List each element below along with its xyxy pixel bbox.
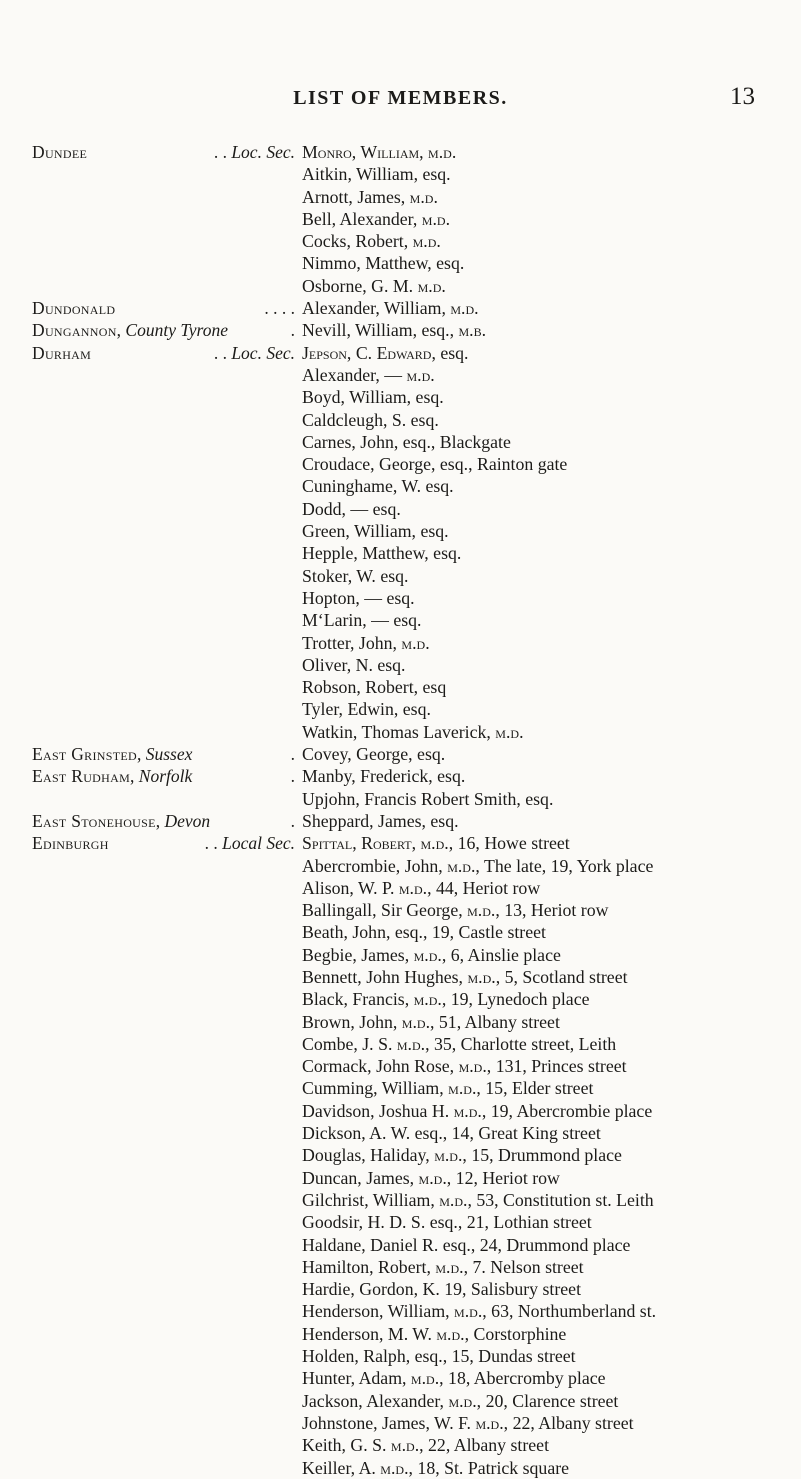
list-item — [0, 1122, 801, 1144]
list-item — [0, 832, 801, 854]
member-entry: Cocks, Robert, m.d. — [302, 231, 441, 252]
place-name: East Rudham, Norfolk . — [32, 766, 295, 787]
list-item — [0, 230, 801, 252]
member-entry: M‘Larin, — esq. — [302, 610, 422, 631]
place-name: Durham . . Loc. Sec. — [32, 342, 295, 363]
list-item — [0, 1457, 801, 1479]
member-entry: Caldcleugh, S. esq. — [302, 409, 439, 430]
member-entry: Holden, Ralph, esq., 15, Dundas street — [302, 1346, 576, 1367]
list-item — [0, 1234, 801, 1256]
member-entry: Green, William, esq. — [302, 521, 449, 542]
list-item — [0, 676, 801, 698]
member-entry: Osborne, G. M. m.d. — [302, 275, 446, 296]
page-number: 13 — [730, 83, 755, 110]
member-entry: Dodd, — esq. — [302, 498, 401, 519]
place-suffix: . — [290, 810, 295, 831]
list-item — [0, 1055, 801, 1077]
place-name: East Stonehouse, Devon . — [32, 810, 295, 831]
member-entry: Brown, John, m.d., 51, Albany street — [302, 1011, 560, 1032]
member-entry: Beath, John, esq., 19, Castle street — [302, 922, 546, 943]
place-name: Dundonald . . . . — [32, 298, 295, 319]
list-item — [0, 475, 801, 497]
list-item — [0, 721, 801, 743]
member-entry: Tyler, Edwin, esq. — [302, 699, 431, 720]
member-entry: Jackson, Alexander, m.d., 20, Clarence street — [302, 1390, 619, 1411]
list-item — [0, 453, 801, 475]
list-item — [0, 409, 801, 431]
list-item — [0, 297, 801, 319]
list-item — [0, 1434, 801, 1456]
member-entry: Aitkin, William, esq. — [302, 164, 451, 185]
list-item — [0, 899, 801, 921]
member-entry: Nevill, William, esq., m.b. — [302, 320, 487, 341]
member-entry: Hopton, — esq. — [302, 587, 415, 608]
member-entry: Cormack, John Rose, m.d., 131, Princes street — [302, 1056, 627, 1077]
list-item — [0, 141, 801, 163]
member-entry: Haldane, Daniel R. esq., 24, Drummond place — [302, 1234, 631, 1255]
page-header — [0, 83, 801, 111]
member-entry: Abercrombie, John, m.d., The late, 19, York place — [302, 855, 654, 876]
list-item — [0, 431, 801, 453]
list-item — [0, 1345, 801, 1367]
member-entry: Upjohn, Francis Robert Smith, esq. — [302, 788, 554, 809]
list-item — [0, 1100, 801, 1122]
list-item — [0, 319, 801, 341]
list-item — [0, 364, 801, 386]
list-item — [0, 1412, 801, 1434]
member-entry: Dickson, A. W. esq., 14, Great King street — [302, 1123, 601, 1144]
list-item — [0, 1367, 801, 1389]
list-item — [0, 988, 801, 1010]
member-entry: Hardie, Gordon, K. 19, Salisbury street — [302, 1279, 582, 1300]
list-item — [0, 921, 801, 943]
member-entry: Johnstone, James, W. F. m.d., 22, Albany street — [302, 1412, 634, 1433]
member-entry: Arnott, James, m.d. — [302, 186, 438, 207]
member-entry: Stoker, W. esq. — [302, 565, 409, 586]
list-item — [0, 498, 801, 520]
list-item — [0, 877, 801, 899]
list-item — [0, 1033, 801, 1055]
list-item — [0, 542, 801, 564]
place-suffix: . — [290, 766, 295, 787]
member-entry: Combe, J. S. m.d., 35, Charlotte street, Leith — [302, 1033, 617, 1054]
place-name: Dungannon, County Tyrone . — [32, 320, 295, 341]
member-entry: Hepple, Matthew, esq. — [302, 543, 462, 564]
place-suffix: . . . . — [264, 298, 295, 319]
member-entry: Spittal, Robert, m.d., 16, Howe street — [302, 833, 570, 854]
member-entry: Boyd, William, esq. — [302, 387, 444, 408]
member-entry: Ballingall, Sir George, m.d., 13, Heriot row — [302, 900, 609, 921]
member-entry: Henderson, M. W. m.d., Corstorphine — [302, 1323, 567, 1344]
member-entry: Begbie, James, m.d., 6, Ainslie place — [302, 944, 561, 965]
member-entry: Watkin, Thomas Laverick, m.d. — [302, 721, 524, 742]
member-entry: Duncan, James, m.d., 12, Heriot row — [302, 1167, 560, 1188]
list-item — [0, 275, 801, 297]
list-item — [0, 1144, 801, 1166]
place-suffix: . — [290, 320, 295, 341]
member-entry: Black, Francis, m.d., 19, Lynedoch place — [302, 989, 590, 1010]
member-entry: Davidson, Joshua H. m.d., 19, Abercrombie place — [302, 1100, 653, 1121]
member-entry: Oliver, N. esq. — [302, 654, 406, 675]
list-item — [0, 743, 801, 765]
list-item — [0, 1278, 801, 1300]
member-entry: Douglas, Haliday, m.d., 15, Drummond place — [302, 1145, 622, 1166]
list-item — [0, 810, 801, 832]
member-entry: Alexander, — m.d. — [302, 364, 435, 385]
list-item — [0, 855, 801, 877]
member-entry: Sheppard, James, esq. — [302, 810, 459, 831]
member-entry: Keiller, A. m.d., 18, St. Patrick square — [302, 1457, 570, 1478]
list-item — [0, 342, 801, 364]
list-item — [0, 966, 801, 988]
member-entry: Hamilton, Robert, m.d., 7. Nelson street — [302, 1256, 584, 1277]
list-item — [0, 587, 801, 609]
list-item — [0, 386, 801, 408]
member-entry: Nimmo, Matthew, esq. — [302, 253, 465, 274]
member-entry: Jepson, C. Edward, esq. — [302, 342, 469, 363]
member-entry: Covey, George, esq. — [302, 744, 446, 765]
place-name: Edinburgh . . Local Sec. — [32, 833, 295, 854]
member-entry: Cuninghame, W. esq. — [302, 476, 454, 497]
member-entry: Bell, Alexander, m.d. — [302, 208, 451, 229]
member-entry: Cumming, William, m.d., 15, Elder street — [302, 1078, 594, 1099]
place-suffix: . — [290, 744, 295, 765]
member-entry: Trotter, John, m.d. — [302, 632, 430, 653]
place-name: Dundee . . Loc. Sec. — [32, 142, 295, 162]
member-entry: Gilchrist, William, m.d., 53, Constitution st. Leith — [302, 1189, 654, 1210]
member-entry: Carnes, John, esq., Blackgate — [302, 431, 511, 452]
list-item — [0, 252, 801, 274]
list-item — [0, 186, 801, 208]
list-item — [0, 1300, 801, 1322]
list-item — [0, 208, 801, 230]
place-suffix: . . Loc. Sec. — [213, 142, 295, 162]
member-entry: Keith, G. S. m.d., 22, Albany street — [302, 1435, 550, 1456]
place-suffix: . . Local Sec. — [204, 833, 295, 854]
list-item — [0, 1390, 801, 1412]
place-suffix: . . Loc. Sec. — [213, 342, 295, 363]
member-entry: Croudace, George, esq., Rainton gate — [302, 454, 568, 475]
member-entry: Hunter, Adam, m.d., 18, Abercromby place — [302, 1368, 606, 1389]
list-item — [0, 765, 801, 787]
list-item — [0, 1189, 801, 1211]
page-title: LIST OF MEMBERS. — [293, 87, 508, 109]
list-item — [0, 1256, 801, 1278]
list-item — [0, 1323, 801, 1345]
member-entry: Manby, Frederick, esq. — [302, 766, 466, 787]
list-item — [0, 632, 801, 654]
list-item — [0, 1077, 801, 1099]
list-item — [0, 1211, 801, 1233]
list-item — [0, 698, 801, 720]
member-entry: Henderson, William, m.d., 63, Northumberland st. — [302, 1301, 657, 1322]
list-item — [0, 788, 801, 810]
member-entry: Alexander, William, m.d. — [302, 298, 479, 319]
member-list — [0, 141, 801, 1479]
list-item — [0, 609, 801, 631]
list-item — [0, 565, 801, 587]
list-item — [0, 163, 801, 185]
place-name: East Grinsted, Sussex . — [32, 744, 295, 765]
member-entry: Alison, W. P. m.d., 44, Heriot row — [302, 877, 541, 898]
list-item — [0, 1011, 801, 1033]
list-item — [0, 520, 801, 542]
member-entry: Goodsir, H. D. S. esq., 21, Lothian street — [302, 1212, 592, 1233]
member-entry: Monro, William, m.d. — [302, 142, 457, 162]
list-item — [0, 944, 801, 966]
member-entry: Bennett, John Hughes, m.d., 5, Scotland street — [302, 966, 628, 987]
list-item — [0, 1167, 801, 1189]
member-entry: Robson, Robert, esq — [302, 677, 447, 698]
list-item — [0, 654, 801, 676]
